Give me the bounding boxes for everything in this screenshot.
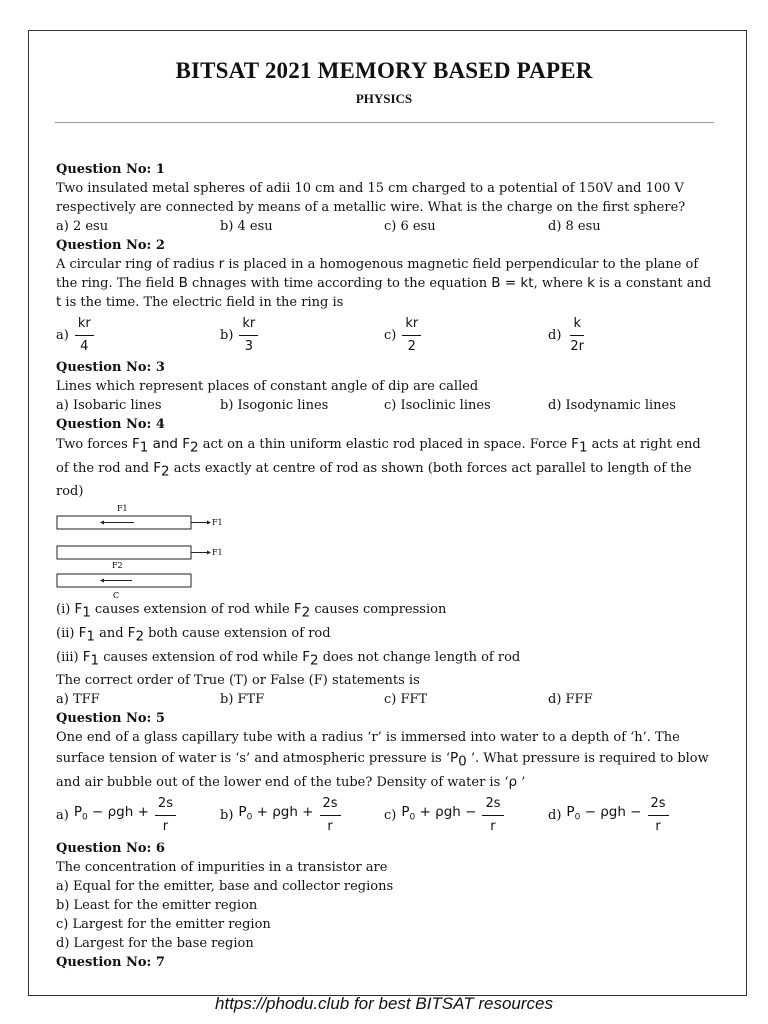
question-5-option-b: b) $P_0 + \rho gh$ + $\frac{2s}{r}$ <box>220 793 341 839</box>
question-7-heading: Question No: 7 <box>56 954 165 970</box>
question-6-option-b: b) Least for the emitter region <box>56 897 258 913</box>
question-2-option-b: b) $\frac{kr}{3}$ <box>220 312 258 358</box>
question-4-option-d: d) FFF <box>548 691 593 707</box>
question-3-options <box>56 396 716 415</box>
rod-3-centre-label: C <box>113 590 120 599</box>
question-2-heading: Question No: 2 <box>56 238 165 253</box>
question-4-prompt: The correct order of True (T) or False (F) statements is <box>56 672 420 688</box>
question-6-option-d: d) Largest for the base region <box>56 935 254 951</box>
question-1-options <box>56 217 716 236</box>
subject-heading: PHYSICS <box>355 91 413 106</box>
question-1-option-a: a) 2 esu <box>56 219 109 234</box>
rod-3-f2-label: F2 <box>112 560 123 570</box>
question-2-option-c: c) $\frac{kr}{2}$ <box>384 312 421 358</box>
question-4-option-a: a) TFF <box>56 691 100 707</box>
question-2-option-a: a) $\frac{kr}{4}$ <box>56 312 94 358</box>
question-3-option-a: a) Isobaric lines <box>56 398 162 413</box>
rod-force-diagram <box>56 503 716 599</box>
footer-link[interactable]: https://phodu.club for best BITSAT resources <box>215 994 553 1013</box>
rod-1-f1-label: F1 <box>117 503 128 513</box>
rod-2 <box>57 546 191 559</box>
question-5-option-a: a) $P_0 - \rho gh$ + $\frac{2s}{r}$ <box>56 793 176 839</box>
question-4-options <box>56 690 716 709</box>
question-2-options <box>56 312 716 358</box>
header-divider <box>55 122 714 123</box>
question-6-option-a: a) Equal for the emitter, base and collector regions <box>56 878 394 894</box>
question-5-options <box>56 793 716 839</box>
question-3-heading: Question No: 3 <box>56 360 165 375</box>
question-4-statement-1: (i) $F_1$ causes extension of rod while $F_2$ causes compression <box>56 600 447 621</box>
question-1-text: Two insulated metal spheres of adii 10 cm and 15 cm charged to a potential of 150V and 100 V respectively are connected by means of a metallic wire. What is the charge on the first sphere? <box>56 181 686 215</box>
question-6-heading: Question No: 6 <box>56 840 165 856</box>
question-2-option-d: d) $\frac{k}{2r}$ <box>548 315 585 354</box>
question-4-text: Two forces $F_1$ and $F_2$ act on a thin uniform elastic rod placed in space. Force $F_1$ acts at right end of the rod and $F_2$ acts exactly at centre of rod as shown (both forces act parallel to length of the rod) <box>56 436 701 500</box>
questions-content <box>56 160 716 972</box>
question-1-option-d: d) 8 esu <box>548 219 601 234</box>
question-5-heading: Question No: 5 <box>56 710 165 726</box>
question-2-text: A circular ring of radius r is placed in a homogenous magnetic field perpendicular to the plane of the ring. The field B chnages with time according to the equation B = kt, where k is a constant and t is the time. The electric field in the ring is <box>56 256 712 310</box>
question-6-option-c: c) Largest for the emitter region <box>56 916 271 932</box>
rod-1-f1-arrowhead <box>207 520 211 524</box>
question-3-option-c: c) Isoclinic lines <box>384 398 491 413</box>
question-4-option-b: b) FTF <box>220 691 265 707</box>
question-4-option-c: c) FFT <box>384 691 428 707</box>
question-1-heading: Question No: 1 <box>56 162 165 177</box>
question-5-option-c: c) $P_0 + \rho gh$ − $\frac{2s}{r}$ <box>384 793 504 839</box>
question-6-text: The concentration of impurities in a transistor are <box>56 859 388 875</box>
rod-diagram-svg <box>56 503 716 599</box>
question-3-text: Lines which represent places of constant angle of dip are called <box>56 379 479 394</box>
rod-2-f1-arrow-label: F1 <box>212 547 223 557</box>
question-4-statement-2: (ii) $F_1$ and $F_2$ both cause extension of rod <box>56 624 331 645</box>
question-5-option-d: d) $P_0 - \rho gh$ − $\frac{2s}{r}$ <box>548 793 669 839</box>
question-4-statement-3: (iii) $F_1$ causes extension of rod while $F_2$ does not change length of rod <box>56 648 521 669</box>
rod-1-f1-arrow-label: F1 <box>212 517 223 527</box>
question-4-heading: Question No: 4 <box>56 417 165 432</box>
page-title: BITSAT 2021 MEMORY BASED PAPER <box>175 58 593 83</box>
question-1-option-b: b) 4 esu <box>220 219 273 234</box>
question-5-text: One end of a glass capillary tube with a radius ‘r’ is immersed into water to a depth of ‘h’. The surface tension of water is ‘s’ and atmospheric pressure is ‘$P_0$ ’. What pressure is required to blow and air bubble out of the lower end of the tube? Density of water is ‘ρ ’ <box>56 729 709 790</box>
question-3-option-d: d) Isodynamic lines <box>548 398 676 413</box>
question-3-option-b: b) Isogonic lines <box>220 398 329 413</box>
rod-2-f1-arrowhead <box>207 550 211 554</box>
question-1-option-c: c) 6 esu <box>384 219 436 234</box>
